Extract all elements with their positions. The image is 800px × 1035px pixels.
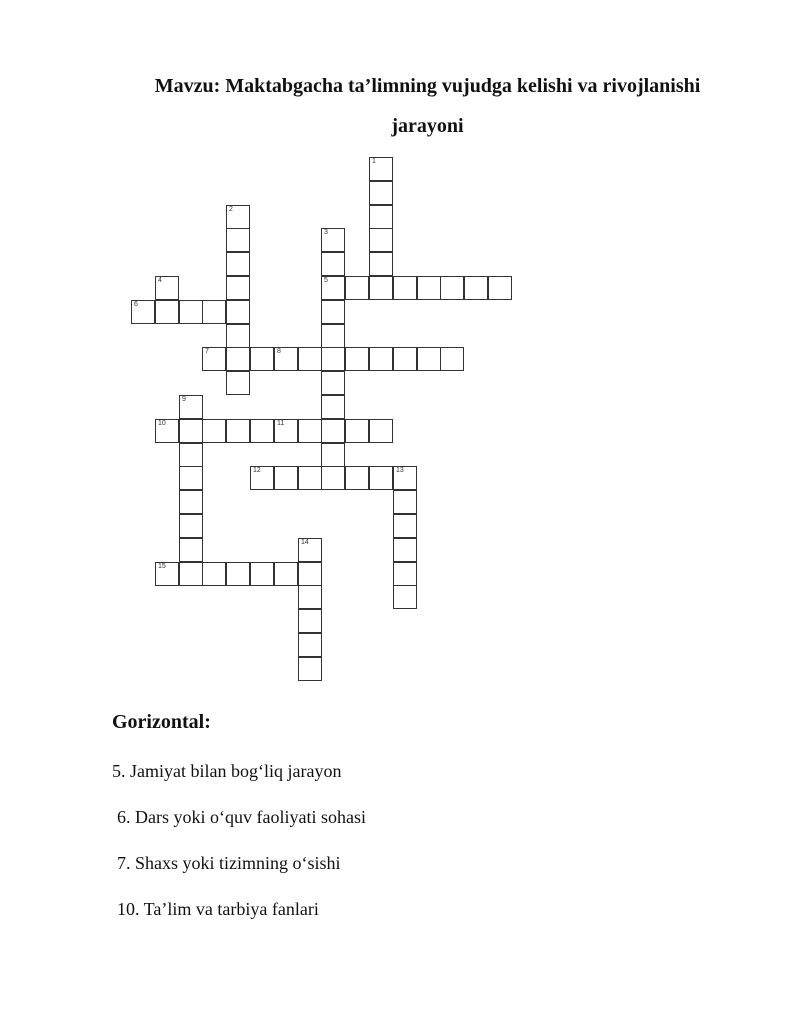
clue-number: 1 bbox=[372, 158, 376, 165]
crossword-cell[interactable] bbox=[298, 466, 322, 490]
crossword-cell[interactable] bbox=[464, 276, 488, 300]
crossword-cell[interactable] bbox=[417, 347, 441, 371]
crossword-cell[interactable] bbox=[179, 514, 203, 538]
crossword-cell[interactable] bbox=[321, 466, 345, 490]
crossword-cell[interactable] bbox=[393, 347, 417, 371]
crossword-cell[interactable] bbox=[179, 300, 203, 324]
crossword-cell[interactable] bbox=[345, 466, 369, 490]
crossword-cell[interactable] bbox=[393, 538, 417, 562]
crossword-cell[interactable] bbox=[202, 300, 226, 324]
crossword-cell[interactable] bbox=[321, 324, 345, 348]
crossword-cell[interactable] bbox=[226, 562, 250, 586]
crossword-cell[interactable] bbox=[179, 395, 203, 419]
crossword-cell[interactable] bbox=[131, 300, 155, 324]
crossword-cell[interactable] bbox=[393, 585, 417, 609]
clue-number: 4 bbox=[158, 277, 162, 284]
crossword-cell[interactable] bbox=[226, 300, 250, 324]
crossword-cell[interactable] bbox=[488, 276, 512, 300]
crossword-cell[interactable] bbox=[226, 276, 250, 300]
clue-number: 11 bbox=[277, 420, 285, 427]
clue-number: 9 bbox=[182, 396, 186, 403]
clues-heading: Gorizontal: bbox=[112, 711, 211, 733]
crossword-cell[interactable] bbox=[393, 514, 417, 538]
crossword-cell[interactable] bbox=[369, 181, 393, 205]
crossword-cell[interactable] bbox=[321, 228, 345, 252]
crossword-cell[interactable] bbox=[369, 276, 393, 300]
clue-number: 3 bbox=[324, 229, 328, 236]
crossword-cell[interactable] bbox=[274, 347, 298, 371]
clue-item: 10. Ta’lim va tarbiya fanlari bbox=[117, 899, 319, 919]
crossword-cell[interactable] bbox=[393, 562, 417, 586]
page-title: Mavzu: Maktabgacha ta’limning vujudga kelishi va rivojlanishi bbox=[154, 75, 701, 97]
crossword-cell[interactable] bbox=[321, 395, 345, 419]
crossword-cell[interactable] bbox=[250, 562, 274, 586]
clue-number: 8 bbox=[277, 348, 281, 355]
crossword-cell[interactable] bbox=[202, 419, 226, 443]
crossword-cell[interactable] bbox=[393, 276, 417, 300]
crossword-cell[interactable] bbox=[321, 252, 345, 276]
crossword-cell[interactable] bbox=[369, 466, 393, 490]
crossword-cell[interactable] bbox=[298, 538, 322, 562]
crossword-cell[interactable] bbox=[298, 585, 322, 609]
clue-number: 10 bbox=[158, 420, 166, 427]
crossword-cell[interactable] bbox=[226, 324, 250, 348]
clue-number: 15 bbox=[158, 563, 166, 570]
crossword-cell[interactable] bbox=[179, 562, 203, 586]
crossword-cell[interactable] bbox=[345, 419, 369, 443]
crossword-cell[interactable] bbox=[155, 276, 179, 300]
clue-item: 5. Jamiyat bilan bog‘liq jarayon bbox=[112, 761, 342, 781]
clue-number: 14 bbox=[301, 539, 309, 546]
crossword-cell[interactable] bbox=[179, 538, 203, 562]
crossword-cell[interactable] bbox=[250, 347, 274, 371]
crossword-cell[interactable] bbox=[369, 419, 393, 443]
clue-number: 13 bbox=[396, 467, 404, 474]
crossword-cell[interactable] bbox=[298, 609, 322, 633]
crossword-cell[interactable] bbox=[440, 347, 464, 371]
page-title-continuation: jarayoni bbox=[391, 115, 464, 137]
crossword-cell[interactable] bbox=[369, 205, 393, 229]
clue-number: 5 bbox=[324, 277, 328, 284]
crossword-cell[interactable] bbox=[321, 443, 345, 467]
crossword-cell[interactable] bbox=[345, 347, 369, 371]
crossword-cell[interactable] bbox=[226, 228, 250, 252]
crossword-cell[interactable] bbox=[155, 300, 179, 324]
crossword-cell[interactable] bbox=[226, 347, 250, 371]
crossword-cell[interactable] bbox=[274, 466, 298, 490]
crossword-cell[interactable] bbox=[274, 419, 298, 443]
crossword-cell[interactable] bbox=[155, 419, 179, 443]
crossword-cell[interactable] bbox=[155, 562, 179, 586]
crossword-cell[interactable] bbox=[179, 419, 203, 443]
crossword-cell[interactable] bbox=[369, 228, 393, 252]
crossword-cell[interactable] bbox=[250, 466, 274, 490]
crossword-cell[interactable] bbox=[345, 276, 369, 300]
crossword-cell[interactable] bbox=[298, 562, 322, 586]
crossword-cell[interactable] bbox=[298, 633, 322, 657]
crossword-cell[interactable] bbox=[321, 300, 345, 324]
crossword-cell[interactable] bbox=[393, 490, 417, 514]
crossword-cell[interactable] bbox=[298, 657, 322, 681]
crossword-cell[interactable] bbox=[179, 466, 203, 490]
crossword-cell[interactable] bbox=[202, 562, 226, 586]
crossword-cell[interactable] bbox=[321, 347, 345, 371]
crossword-cell[interactable] bbox=[440, 276, 464, 300]
crossword-cell[interactable] bbox=[226, 419, 250, 443]
crossword-cell[interactable] bbox=[298, 419, 322, 443]
crossword-cell[interactable] bbox=[226, 205, 250, 229]
clue-number: 6 bbox=[134, 301, 138, 308]
crossword-cell[interactable] bbox=[179, 443, 203, 467]
crossword-cell[interactable] bbox=[179, 490, 203, 514]
crossword-cell[interactable] bbox=[417, 276, 441, 300]
crossword-cell[interactable] bbox=[321, 276, 345, 300]
crossword-cell[interactable] bbox=[369, 157, 393, 181]
clue-number: 2 bbox=[229, 206, 233, 213]
clue-item: 7. Shaxs yoki tizimning o‘sishi bbox=[117, 853, 341, 873]
crossword-cell[interactable] bbox=[250, 419, 274, 443]
crossword-cell[interactable] bbox=[202, 347, 226, 371]
crossword-cell[interactable] bbox=[369, 347, 393, 371]
crossword-cell[interactable] bbox=[226, 371, 250, 395]
crossword-cell[interactable] bbox=[226, 252, 250, 276]
clue-number: 12 bbox=[253, 467, 261, 474]
crossword-cell[interactable] bbox=[321, 419, 345, 443]
crossword-cell[interactable] bbox=[393, 466, 417, 490]
crossword-cell[interactable] bbox=[321, 371, 345, 395]
clue-item: 6. Dars yoki o‘quv faoliyati sohasi bbox=[117, 807, 366, 827]
crossword-cell[interactable] bbox=[274, 562, 298, 586]
clue-number: 7 bbox=[205, 348, 209, 355]
crossword-cell[interactable] bbox=[369, 252, 393, 276]
crossword-cell[interactable] bbox=[298, 347, 322, 371]
